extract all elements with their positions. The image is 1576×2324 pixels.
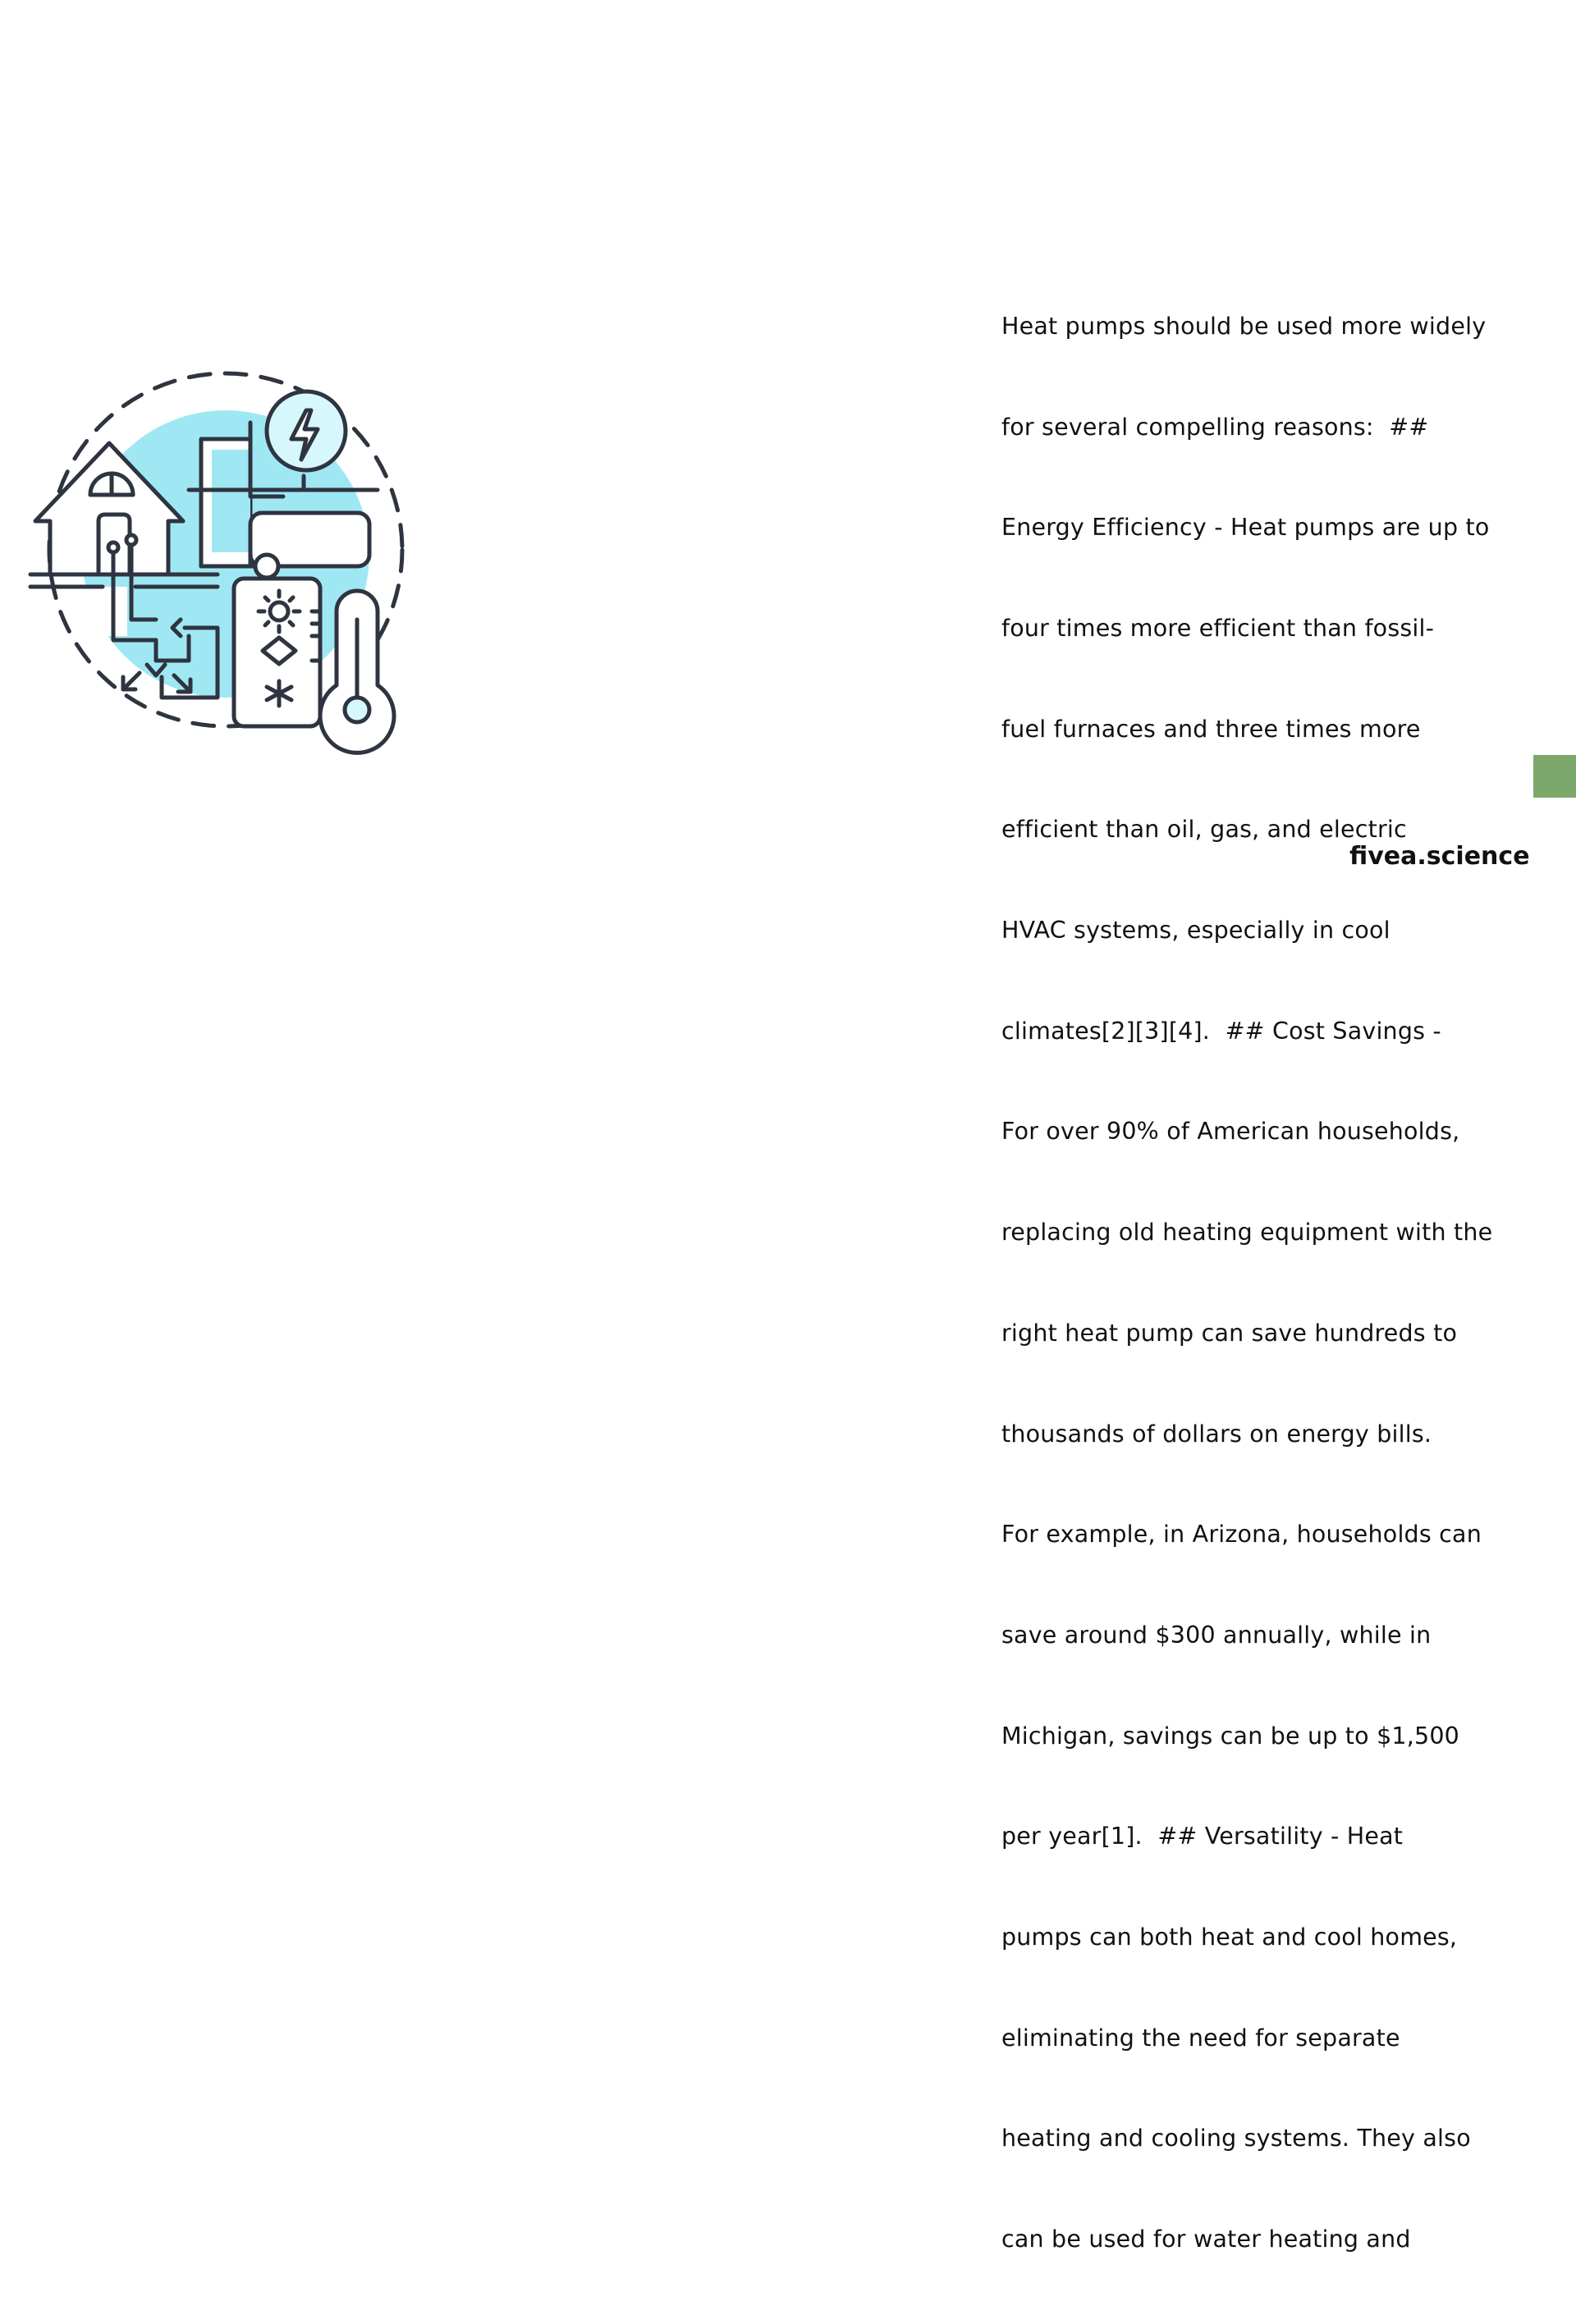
article-line: climates[2][3][4]. ## Cost Savings -	[1001, 1017, 1441, 1045]
article-line: right heat pump can save hundreds to	[1001, 1319, 1458, 1347]
article-line: eliminating the need for separate	[1001, 2024, 1400, 2052]
article-line: four times more efficient than fossil-	[1001, 614, 1435, 642]
article-line: pumps can both heat and cool homes,	[1001, 1924, 1458, 1951]
article-line: for several compelling reasons: ##	[1001, 413, 1429, 441]
article-line: Heat pumps should be used more widely	[1001, 312, 1487, 340]
article-line: Michigan, savings can be up to $1,500	[1001, 1722, 1460, 1750]
article-line: For over 90% of American households,	[1001, 1118, 1460, 1146]
article-line: efficient than oil, gas, and electric	[1001, 816, 1407, 844]
article-line: For example, in Arizona, households can	[1001, 1521, 1482, 1549]
side-tab[interactable]	[1533, 755, 1576, 798]
heat-pump-house-icon	[29, 373, 406, 739]
article-line: can be used for water heating and	[1001, 2226, 1411, 2253]
article-line: replacing old heating equipment with the	[1001, 1219, 1493, 1247]
article-line: save around $300 annually, while in	[1001, 1621, 1432, 1649]
brand-logo-text: fivea.science	[1349, 842, 1530, 871]
article-line: per year[1]. ## Versatility - Heat	[1001, 1823, 1404, 1851]
article-line: Energy Efficiency - Heat pumps are up to	[1001, 514, 1490, 542]
article-body	[1001, 243, 1510, 2324]
article-line: heating and cooling systems. They also	[1001, 2125, 1471, 2152]
article-line: HVAC systems, especially in cool	[1001, 917, 1390, 945]
article-line: fuel furnaces and three times more	[1001, 715, 1421, 743]
article-line: thousands of dollars on energy bills.	[1001, 1420, 1432, 1448]
